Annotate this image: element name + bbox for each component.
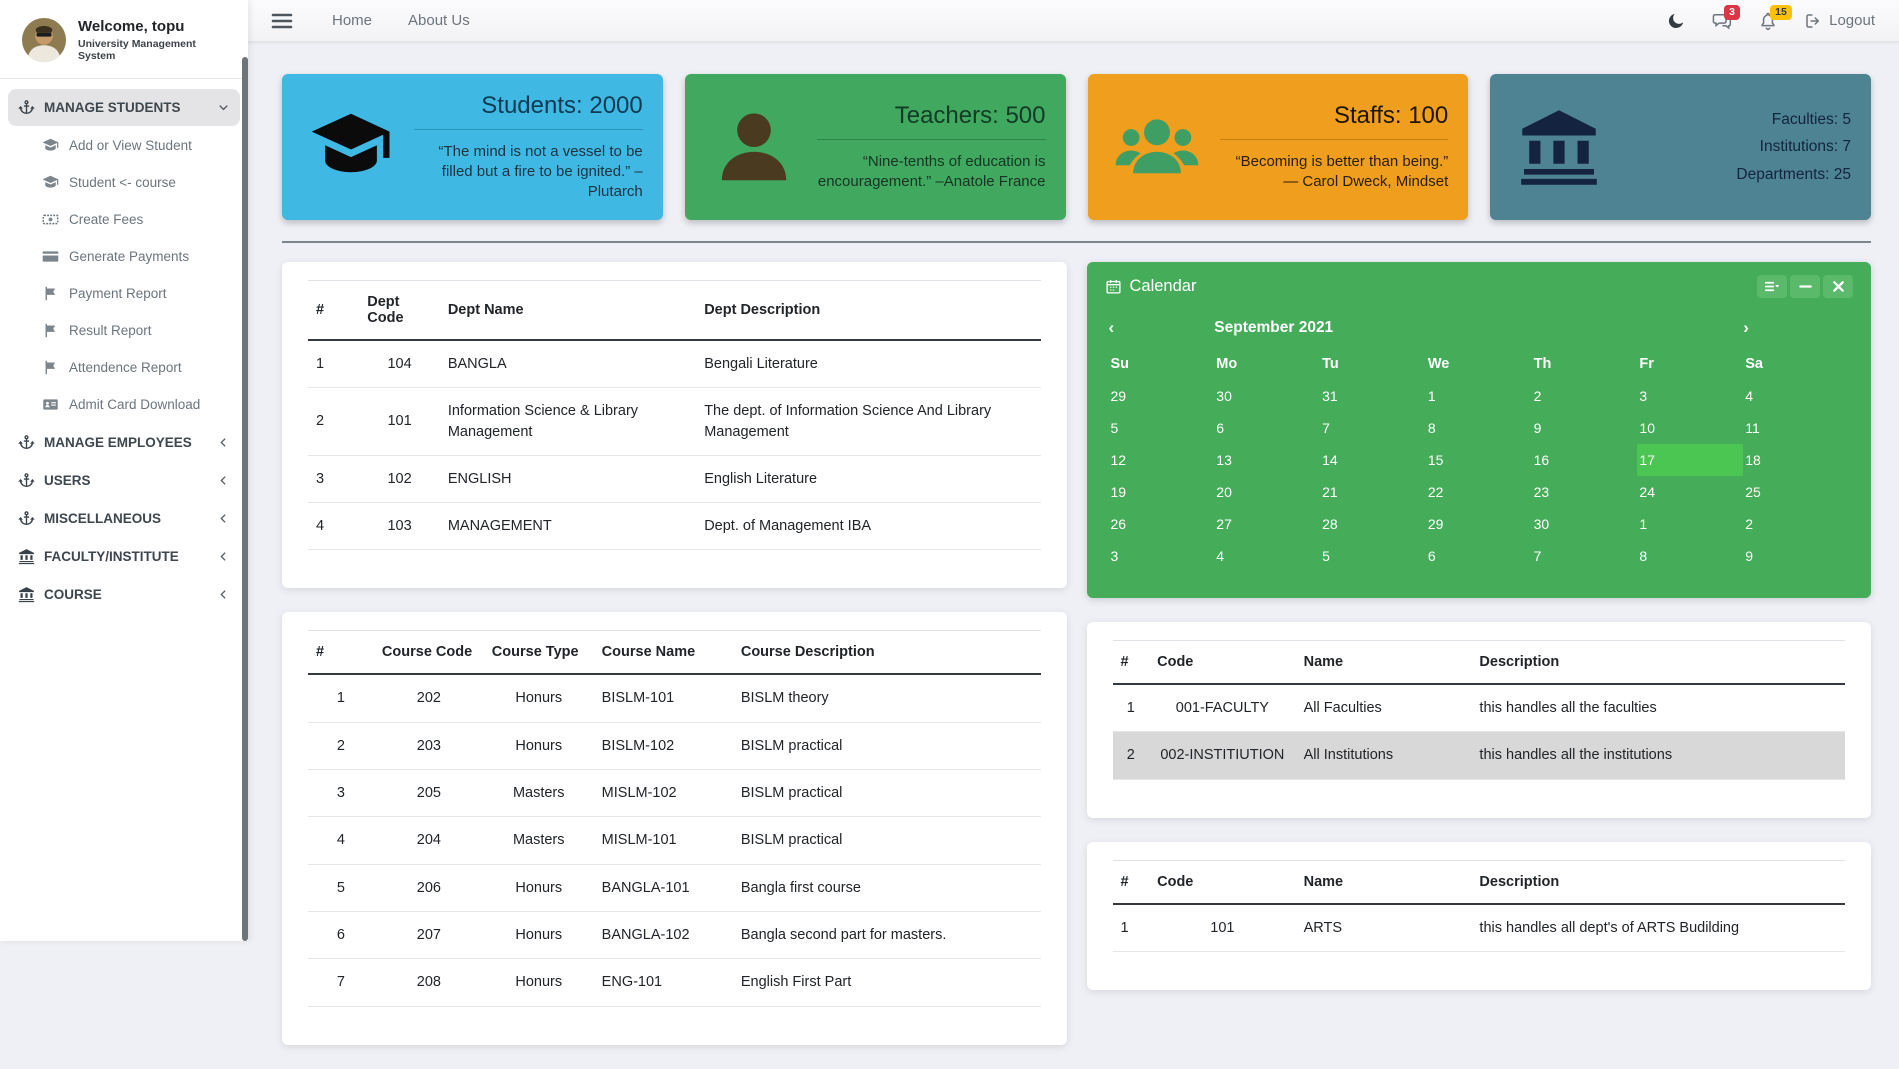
table-cell: 4 (308, 817, 374, 864)
calendar-days (1109, 380, 1850, 572)
table-row (308, 770, 1041, 817)
stat-card-line: Departments: 25 (1736, 165, 1851, 183)
stat-card-line: Institutions: 7 (1759, 138, 1851, 156)
graduation-cap-icon (42, 137, 59, 154)
calendar-day-5[interactable]: 5 (1110, 420, 1119, 436)
anchor-icon (18, 472, 35, 489)
calendar-day-30[interactable]: 30 (1533, 516, 1550, 532)
stat-card-body (817, 102, 1046, 193)
calendar-header (1087, 262, 1872, 308)
calendar-minimize-button[interactable] (1790, 275, 1820, 298)
table-cell: The dept. of Information Science And Library Management (696, 388, 1040, 456)
person-icon (712, 105, 796, 189)
sidebar-item-label: USERS (44, 473, 91, 488)
column-header-: # (308, 281, 359, 341)
stat-card-body (1220, 102, 1449, 193)
table-cell: Information Science & Library Management (440, 388, 696, 456)
table-cell: Masters (484, 817, 594, 864)
flag-icon (42, 359, 59, 376)
calendar-day-1[interactable]: 1 (1427, 388, 1436, 404)
credit-card-icon (42, 248, 59, 265)
table-cell: MISLM-102 (594, 770, 733, 817)
calendar-title-label: Calendar (1129, 277, 1197, 295)
sidebar-subitem-label: Student <- course (69, 175, 176, 190)
table-cell: Bangla first course (733, 864, 1041, 911)
sidebar-subitem-student-course[interactable] (8, 164, 240, 201)
calendar-day-8[interactable]: 8 (1639, 548, 1648, 564)
bank-icon (1517, 105, 1601, 189)
logout-button[interactable] (1804, 12, 1875, 30)
stat-card-quote: “Nine-tenths of education is encouragement.” –Anatole France (817, 152, 1046, 190)
table-row[interactable] (1113, 684, 1846, 732)
main-area (248, 0, 1899, 991)
stat-card-divider (414, 129, 643, 130)
stat-card-divider (817, 139, 1046, 140)
stat-card-quote: “Becoming is better than being.” — Carol Dweck, Mindset (1235, 152, 1449, 190)
table-row (308, 864, 1041, 911)
calendar-week-row (1109, 444, 1850, 476)
stat-card-line: Faculties: 5 (1771, 111, 1851, 129)
sidebar-subitem-label: Admit Card Download (69, 397, 201, 412)
table-header-row (308, 631, 1041, 675)
banknote-icon (42, 211, 59, 228)
column-header-course-description: Course Description (733, 631, 1041, 675)
id-card-icon (42, 396, 59, 413)
column-header-dept-description: Dept Description (696, 281, 1040, 341)
table-row (308, 503, 1041, 550)
calendar-weekday: Su (1110, 356, 1130, 372)
sidebar-item-label: COURSE (44, 587, 102, 602)
sidebar-item-label: MISCELLANEOUS (44, 511, 162, 526)
table-cell: BANGLA-101 (594, 864, 733, 911)
table-cell: 204 (374, 817, 484, 864)
table-cell: 1 (308, 340, 359, 388)
sidebar-subitem-admit-card-download[interactable] (8, 386, 240, 423)
calendar-day-25[interactable]: 25 (1745, 484, 1761, 500)
calendar-week-row (1109, 412, 1850, 444)
table-cell: 3 (308, 770, 374, 817)
calendar-next-button[interactable]: › (1743, 318, 1749, 337)
calendar-icon (1105, 278, 1122, 295)
calendar-week-row (1109, 476, 1850, 508)
calendar-day-26[interactable]: 26 (1110, 516, 1127, 532)
table-row (308, 340, 1041, 388)
calendar-day-27[interactable]: 27 (1216, 516, 1232, 532)
table-row (308, 388, 1041, 456)
table-cell: All Faculties (1296, 684, 1472, 732)
right-column (1087, 262, 1872, 1014)
calendar-weekday: Mo (1216, 356, 1238, 372)
calendar-weekday: Sa (1745, 356, 1763, 372)
sidebar-subitem-add-or-view-student[interactable] (8, 127, 240, 164)
column-header-name: Name (1296, 860, 1472, 904)
avatar[interactable] (22, 18, 66, 62)
calendar-day-22[interactable]: 22 (1427, 484, 1444, 500)
sidebar-item-label: FACULTY/INSTITUTE (44, 549, 179, 564)
calendar-month-label: September 2021 (1214, 319, 1334, 336)
sidebar-toggle-button[interactable] (268, 9, 296, 33)
column-header-course-type: Course Type (484, 631, 594, 675)
table-row[interactable] (1113, 732, 1846, 779)
calendar-day-23[interactable]: 23 (1533, 484, 1550, 500)
table-cell: 101 (1149, 904, 1296, 952)
sidebar (0, 0, 248, 941)
calendar-weekday: Fr (1639, 356, 1654, 372)
calendar-weekday: Tu (1322, 356, 1339, 372)
table-cell: Honurs (484, 864, 594, 911)
stat-card-icon-wrap (1510, 105, 1608, 189)
calendar-day-8[interactable]: 8 (1427, 420, 1436, 436)
stat-card-teachers (685, 74, 1066, 220)
buildings-card (1087, 842, 1872, 990)
messages-badge: 3 (1724, 5, 1740, 21)
calendar-day-7[interactable]: 7 (1533, 548, 1542, 564)
bank-icon (18, 586, 35, 603)
calendar-grid (1087, 308, 1872, 598)
chevron-left-icon (217, 550, 230, 563)
table-cell: this handles all the faculties (1471, 684, 1845, 732)
anchor-icon (18, 434, 35, 451)
nav-link-home[interactable]: Home (332, 12, 373, 29)
calendar-view-menu-button[interactable] (1757, 275, 1787, 298)
table-cell: Bangla second part for masters. (733, 911, 1041, 958)
table-cell: 7 (308, 959, 374, 1006)
stat-card-title: Teachers: 500 (894, 101, 1046, 129)
stat-card-students (282, 74, 663, 220)
chevron-left-icon (217, 588, 230, 601)
table-cell: ARTS (1296, 904, 1472, 952)
nav-link-about-us[interactable]: About Us (408, 12, 470, 29)
column-header-description: Description (1471, 641, 1845, 685)
table-cell: 206 (374, 864, 484, 911)
stat-card-quote: “The mind is not a vessel to be filled but a fire to be ignited.” –Plutarch (438, 142, 643, 201)
calendar-day-selected[interactable]: 17 (1637, 444, 1743, 476)
calendar-day-4[interactable]: 4 (1745, 388, 1753, 404)
sidebar-subitem-label: Create Fees (69, 212, 144, 227)
stat-card-icon-wrap (1108, 105, 1206, 189)
table-cell: 5 (308, 864, 374, 911)
table-cell: 4 (308, 503, 359, 550)
list-menu-icon (1765, 279, 1780, 294)
calendar-day-16[interactable]: 16 (1533, 452, 1550, 468)
table-cell: 102 (359, 455, 440, 502)
left-column (282, 262, 1067, 1069)
content-columns (282, 262, 1871, 1069)
sidebar-item-faculty-institute[interactable] (8, 538, 240, 575)
calendar-day-10[interactable]: 10 (1639, 420, 1655, 436)
table-cell: 208 (374, 959, 484, 1006)
graduation-cap-icon (309, 105, 393, 189)
content-divider (282, 241, 1871, 243)
top-navbar (248, 0, 1899, 42)
table-cell: 2 (308, 722, 374, 769)
chevron-down-icon (217, 101, 230, 114)
scrollbar-thumb[interactable] (242, 57, 248, 941)
chevron-left-icon (217, 436, 230, 449)
table-row (308, 722, 1041, 769)
calendar-widget (1087, 262, 1872, 598)
content-area (248, 42, 1899, 1069)
sidebar-subitem-label: Attendence Report (69, 360, 182, 375)
anchor-icon (18, 99, 35, 116)
notifications-badge: 15 (1770, 5, 1792, 21)
calendar-prev-button[interactable]: ‹ (1108, 318, 1115, 337)
flag-icon (42, 322, 59, 339)
table-cell: 205 (374, 770, 484, 817)
faculties-card (1087, 622, 1872, 818)
calendar-day-31[interactable]: 31 (1322, 388, 1338, 404)
moon-icon (1666, 11, 1686, 31)
stat-card-staffs (1088, 74, 1469, 220)
column-header-: # (1113, 641, 1150, 685)
table-cell: All Institutions (1296, 732, 1472, 779)
calendar-day-18[interactable]: 18 (1745, 452, 1761, 468)
table-cell: 2 (308, 388, 359, 456)
calendar-controls (1757, 275, 1853, 298)
departments-table (308, 280, 1041, 550)
avatar-photo (22, 18, 66, 62)
sidebar-subitem-label: Generate Payments (69, 249, 190, 264)
table-header-row (1113, 641, 1846, 685)
sidebar-subitem-create-fees[interactable] (8, 201, 240, 238)
sidebar-item-course[interactable] (8, 576, 240, 613)
table-cell: ENGLISH (440, 455, 696, 502)
stat-cards-row (282, 74, 1871, 220)
calendar-day-14[interactable]: 14 (1322, 452, 1338, 468)
courses-card (282, 612, 1067, 1044)
column-header-: # (1113, 860, 1150, 904)
app-title: University Management System (78, 38, 196, 62)
table-cell: Bengali Literature (696, 340, 1040, 388)
hamburger-icon (272, 13, 292, 29)
table-row (308, 817, 1041, 864)
stat-card-title: Staffs: 100 (1333, 101, 1449, 129)
sidebar-subitem-label: Add or View Student (69, 138, 192, 153)
sidebar-nav (0, 89, 248, 613)
calendar-week-row (1109, 540, 1850, 572)
column-header-code: Code (1149, 860, 1296, 904)
table-cell: 2 (1113, 732, 1150, 779)
calendar-day-29[interactable]: 29 (1427, 516, 1444, 532)
table-cell: 103 (359, 503, 440, 550)
calendar-day-3[interactable]: 3 (1639, 388, 1648, 404)
sidebar-item-label: MANAGE EMPLOYEES (44, 435, 192, 450)
table-row (308, 455, 1041, 502)
sidebar-item-miscellaneous[interactable] (8, 500, 240, 537)
calendar-day-4[interactable]: 4 (1216, 548, 1225, 564)
table-header-row (1113, 860, 1846, 904)
sidebar-subitem-label: Result Report (69, 323, 152, 338)
sidebar-item-manage-employees[interactable] (8, 424, 240, 461)
flag-icon (42, 285, 59, 302)
calendar-day-5[interactable]: 5 (1322, 548, 1330, 564)
table-cell: English First Part (733, 959, 1041, 1006)
calendar-day-28[interactable]: 28 (1322, 516, 1338, 532)
table-cell: BISLM practical (733, 722, 1041, 769)
messages-button[interactable] (1712, 6, 1735, 31)
table-row (308, 911, 1041, 958)
table-cell: 104 (359, 340, 440, 388)
bank-icon (18, 548, 35, 565)
table-cell: BISLM-102 (594, 722, 733, 769)
departments-card (282, 262, 1067, 588)
calendar-day-20[interactable]: 20 (1216, 484, 1232, 500)
calendar-day-15[interactable]: 15 (1427, 452, 1444, 468)
calendar-day-29[interactable]: 29 (1110, 388, 1127, 404)
sidebar-item-users[interactable] (8, 462, 240, 499)
table-cell: ENG-101 (594, 959, 733, 1006)
calendar-close-button[interactable] (1823, 275, 1853, 298)
table-cell: 1 (1113, 904, 1150, 952)
table-cell: English Literature (696, 455, 1040, 502)
sidebar-subitem-attendence-report[interactable] (8, 349, 240, 386)
calendar-weekday-row (1109, 348, 1850, 380)
calendar-day-24[interactable]: 24 (1639, 484, 1655, 500)
table-cell: this handles all dept's of ARTS Budilding (1471, 904, 1845, 952)
column-header-: # (308, 631, 374, 675)
sidebar-subitem-payment-report[interactable] (8, 275, 240, 312)
profile-block (0, 10, 248, 74)
calendar-day-9[interactable]: 9 (1745, 548, 1753, 564)
calendar-day-2[interactable]: 2 (1745, 516, 1753, 532)
table-cell: Honurs (484, 722, 594, 769)
calendar-day-3[interactable]: 3 (1110, 548, 1119, 564)
table-cell: 002-INSTITIUTION (1149, 732, 1296, 779)
calendar-day-13[interactable]: 13 (1216, 452, 1232, 468)
graduation-cap-icon (42, 174, 59, 191)
calendar-week-row (1109, 508, 1850, 540)
table-cell: Honurs (484, 911, 594, 958)
buildings-table (1113, 860, 1846, 952)
chevron-left-icon (217, 474, 230, 487)
column-header-description: Description (1471, 860, 1845, 904)
stat-card-title: Students: 2000 (481, 91, 643, 119)
calendar-day-2[interactable]: 2 (1533, 388, 1542, 404)
calendar-day-11[interactable]: 11 (1745, 420, 1760, 436)
calendar-day-30[interactable]: 30 (1216, 388, 1232, 404)
table-row (308, 959, 1041, 1006)
table-cell: 101 (359, 388, 440, 456)
column-header-course-name: Course Name (594, 631, 733, 675)
calendar-weekday: We (1427, 356, 1450, 372)
stat-card-icon-wrap (705, 105, 803, 189)
minus-icon (1798, 279, 1813, 294)
stat-card-divider (1220, 139, 1449, 140)
anchor-icon (18, 510, 35, 527)
users-icon (1115, 105, 1199, 189)
logout-label: Logout (1829, 12, 1875, 29)
calendar-day-21[interactable]: 21 (1322, 484, 1338, 500)
table-cell: 001-FACULTY (1149, 684, 1296, 732)
column-header-dept-code: Dept Code (359, 281, 440, 341)
stat-card-body (414, 92, 643, 203)
table-row (1113, 904, 1846, 952)
table-cell: 207 (374, 911, 484, 958)
welcome-text: Welcome, topu (78, 18, 185, 35)
table-cell: MANAGEMENT (440, 503, 696, 550)
table-cell: Masters (484, 770, 594, 817)
sidebar-subitem-label: Payment Report (69, 286, 167, 301)
calendar-day-6[interactable]: 6 (1216, 420, 1225, 436)
calendar-month-nav (1109, 312, 1850, 348)
column-header-dept-name: Dept Name (440, 281, 696, 341)
calendar-day-7[interactable]: 7 (1322, 420, 1330, 436)
table-cell: 1 (1113, 684, 1150, 732)
stat-card-summary (1490, 74, 1871, 220)
close-icon (1831, 279, 1846, 294)
calendar-day-19[interactable]: 19 (1110, 484, 1127, 500)
table-cell: BISLM practical (733, 817, 1041, 864)
calendar-day-1[interactable]: 1 (1639, 516, 1648, 532)
table-cell: 6 (308, 911, 374, 958)
navbar-right (1666, 6, 1875, 31)
table-row (308, 674, 1041, 722)
calendar-weekday: Th (1533, 356, 1552, 372)
calendar-day-6[interactable]: 6 (1427, 548, 1436, 564)
table-cell: Honurs (484, 959, 594, 1006)
sidebar-subitem-result-report[interactable] (8, 312, 240, 349)
table-cell: 1 (308, 674, 374, 722)
faculties-table (1113, 640, 1846, 780)
chevron-left-icon (217, 512, 230, 525)
column-header-course-code: Course Code (374, 631, 484, 675)
table-cell: Honurs (484, 674, 594, 722)
table-cell: MISLM-101 (594, 817, 733, 864)
table-header-row (308, 281, 1041, 341)
table-cell: BANGLA (440, 340, 696, 388)
sidebar-divider (0, 78, 248, 79)
stat-card-body (1622, 106, 1851, 187)
calendar-day-12[interactable]: 12 (1110, 452, 1127, 468)
notifications-button[interactable] (1758, 6, 1787, 31)
table-cell: 202 (374, 674, 484, 722)
table-cell: BISLM practical (733, 770, 1041, 817)
table-cell: BANGLA-102 (594, 911, 733, 958)
logout-icon (1804, 12, 1822, 30)
table-cell: 203 (374, 722, 484, 769)
column-header-code: Code (1149, 641, 1296, 685)
calendar-day-9[interactable]: 9 (1533, 420, 1542, 436)
calendar-week-row (1109, 380, 1850, 412)
dark-mode-toggle[interactable] (1666, 11, 1686, 31)
column-header-name: Name (1296, 641, 1472, 685)
table-cell: BISLM theory (733, 674, 1041, 722)
table-cell: Dept. of Management IBA (696, 503, 1040, 550)
sidebar-subitem-generate-payments[interactable] (8, 238, 240, 275)
table-cell: this handles all the institutions (1471, 732, 1845, 779)
calendar-title (1105, 277, 1197, 296)
sidebar-item-manage-students[interactable] (8, 89, 240, 126)
table-cell: BISLM-101 (594, 674, 733, 722)
sidebar-item-label: MANAGE STUDENTS (44, 100, 181, 115)
stat-card-icon-wrap (302, 105, 400, 189)
courses-table (308, 630, 1041, 1006)
table-cell: 3 (308, 455, 359, 502)
